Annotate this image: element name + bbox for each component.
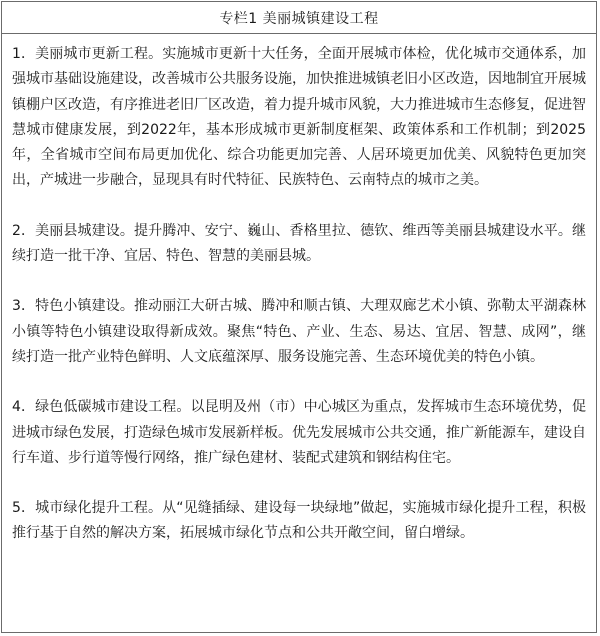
column-box [1, 1, 597, 633]
item-characteristic-town: 3．特色小镇建设。推动丽江大研古城、腾冲和顺古镇、大理双廊艺术小镇、弥勒太平湖森林小镇等特色小镇建设取得新成效。聚焦“特色、产业、生态、易达、宜居、智慧、成网”，继续打造一批产业特色鲜明、人文底蕴深厚、服务设施完善、生态环境优美的特色小镇。 [12, 298, 586, 365]
item-urban-greening: 5．城市绿化提升工程。从“见缝插绿、建设每一块绿地”做起，实施城市绿化提升工程，积极推行基于自然的解决方案，拓展城市绿化节点和公共开敞空间，留白增绿。 [12, 500, 586, 542]
item-county-town: 2．美丽县城建设。提升腾冲、安宁、巍山、香格里拉、德钦、维西等美丽县城建设水平。继续打造一批干净、宜居、特色、智慧的美丽县城。 [12, 222, 586, 265]
item-low-carbon-city: 4．绿色低碳城市建设工程。以昆明及州（市）中心城区为重点，发挥城市生态环境优势，促进城市绿色发展，打造绿色城市发展新样板。优先发展城市公共交通，推广新能源车，建设自行车道、步行道等慢行网络，推广绿色建材、装配式建筑和钢结构住宅。 [12, 399, 586, 466]
column-content [2, 34, 596, 547]
item-urban-renewal: 1．美丽城市更新工程。实施城市更新十大任务，全面开展城市体检，优化城市交通体系，加强城市基础设施建设，改善城市公共服务设施，加快推进城镇老旧小区改造，因地制宜开展城镇棚户区改造，有序推进老旧厂区改造，着力提升城市风貌，大力推进城市生态修复，促进智慧城市健康发展，到2022年，基本形成城市更新制度框架、政策体系和工作机制；到2025年，全省城市空间布局更加优化、综合功能更加完善、人居环境更加优美、风貌特色更加突出，产城进一步融合，显现具有时代特征、民族特色、云南特点的城市之美。 [12, 46, 586, 189]
column-title: 专栏1 美丽城镇建设工程 [2, 2, 596, 34]
